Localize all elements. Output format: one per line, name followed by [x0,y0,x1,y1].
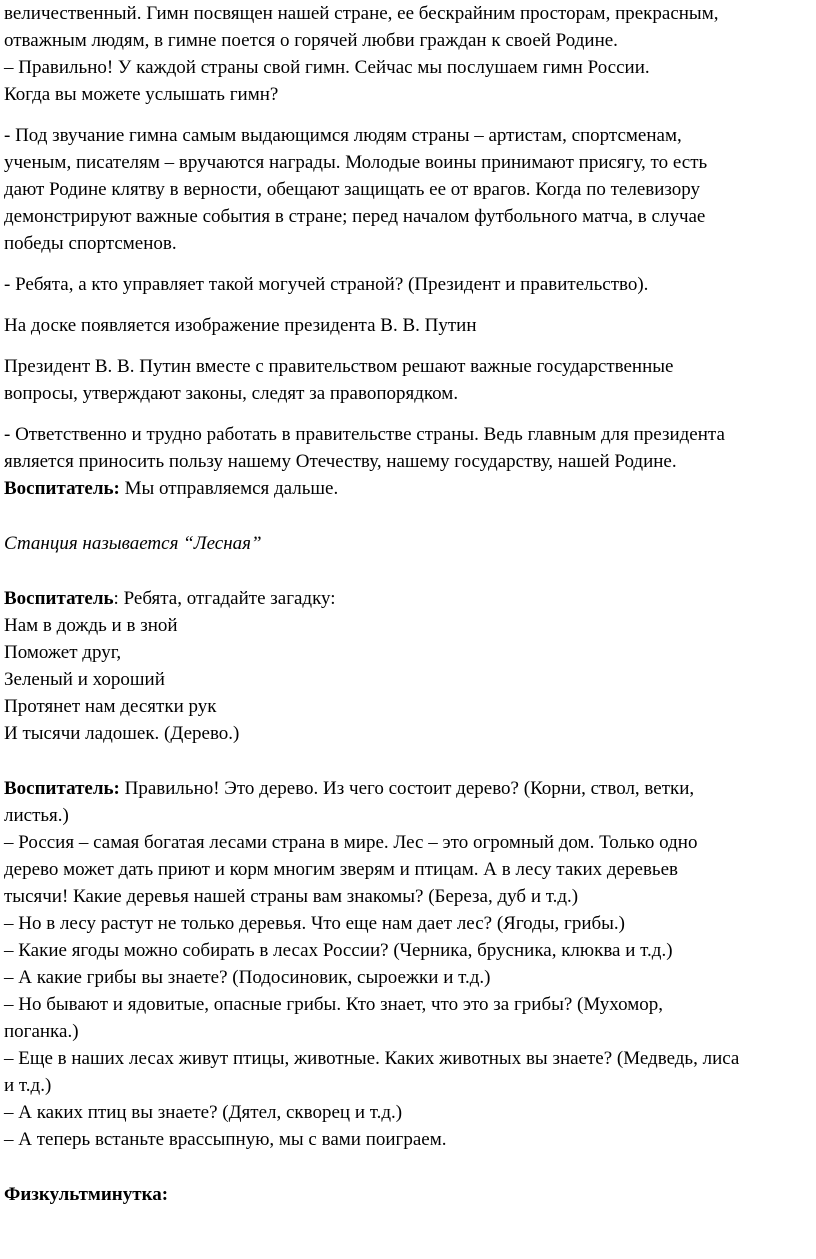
text-line: величественный. Гимн посвящен нашей стране, ее бескрайним просторам, прекрасным, [4,3,719,24]
text-line: является приносить пользу нашему Отечеству, нашему государству, нашей Родине. [4,451,677,472]
text-line: вопросы, утверждают законы, следят за правопорядком. [4,383,459,404]
poem-line: И тысячи ладошек. (Дерево.) [4,723,240,744]
text-line: ученым, писателям – вручаются награды. Молодые воины принимают присягу, то есть [4,152,708,173]
text-line: победы спортсменов. [4,233,177,254]
paragraph-hymn-answer [4,122,812,257]
dialog-line: и т.д.) [4,1075,52,1096]
dialog-line: – Еще в наших лесах живут птицы, животные. Каких животных вы знаете? (Медведь, лиса [4,1048,740,1069]
dialog-line: тысячи! Какие деревья нашей страны вам знакомы? (Береза, дуб и т.д.) [4,886,579,907]
text-line: дают Родине клятву в верности, обещают защищать ее от врагов. Когда по телевизору [4,179,701,200]
speaker-label: Воспитатель [4,588,114,609]
paragraph-board-note: На доске появляется изображение президента В. В. Путин [4,315,477,336]
paragraph-question-rule: - Ребята, а кто управляет такой могучей страной? (Президент и правительство). [4,274,649,295]
dialog-line: – А какие грибы вы знаете? (Подосиновик, сыроежки и т.д.) [4,967,491,988]
dialog-line: – Россия – самая богатая лесами страна в мире. Лес – это огромный дом. Только одно [4,832,698,853]
station-title-text: Станция называется “Лесная” [4,533,262,554]
text-line: отважным людям, в гимне поется о горячей любви граждан к своей Родине. [4,30,618,51]
dialog-line: – А каких птиц вы знаете? (Дятел, скворец и т.д.) [4,1102,403,1123]
dialog-line: – Какие ягоды можно собирать в лесах России? (Черника, брусника, клюква и т.д.) [4,940,673,961]
speech-text: : Ребята, отгадайте загадку: [113,588,336,609]
text-line: – Правильно! У каждой страны свой гимн. Сейчас мы послушаем гимн России. [4,57,650,78]
dialog-line: – А теперь встаньте врассыпную, мы с вами поиграем. [4,1129,447,1150]
text-line: - Под звучание гимна самым выдающимся людям страны – артистам, спортсменам, [4,125,682,146]
speech-text: Правильно! Это дерево. Из чего состоит дерево? (Корни, ствол, ветки, [119,778,695,799]
riddle-poem [4,612,812,747]
text-line: - Ответственно и трудно работать в правительстве страны. Ведь главным для президента [4,424,725,445]
speech-text: Мы отправляемся дальше. [119,478,339,499]
dialog-line: дерево может дать приют и корм многим зверям и птицам. А в лесу таких деревьев [4,859,678,880]
section-heading-text: Физкультминутка: [4,1184,169,1205]
poem-line: Нам в дождь и в зной [4,615,178,636]
section-heading [4,1181,812,1208]
paragraph-responsible [4,421,812,502]
teacher-line-riddle [4,585,812,612]
teacher-line-go [4,475,812,502]
text-line: демонстрируют важные события в стране; перед началом футбольного матча, в случае [4,206,706,227]
teacher-line-tree [4,775,812,802]
dialog-line: – Но бывают и ядовитые, опасные грибы. Кто знает, что это за грибы? (Мухомор, [4,994,663,1015]
text-line: Президент В. В. Путин вместе с правительством решают важные государственные [4,356,674,377]
speaker-label: Воспитатель: [4,778,120,799]
text-line: Когда вы можете услышать гимн? [4,84,279,105]
poem-line: Протянет нам десятки рук [4,696,217,717]
poem-line: Поможет друг, [4,642,122,663]
dialog-line: – Но в лесу растут не только деревья. Что еще нам дает лес? (Ягоды, грибы.) [4,913,625,934]
speaker-label: Воспитатель: [4,478,120,499]
paragraph-intro [4,0,812,108]
station-title [4,530,812,557]
dialog-block [4,802,812,1153]
dialog-line: поганка.) [4,1021,79,1042]
paragraph-president [4,353,812,407]
dialog-line: листья.) [4,805,69,826]
poem-line: Зеленый и хороший [4,669,165,690]
